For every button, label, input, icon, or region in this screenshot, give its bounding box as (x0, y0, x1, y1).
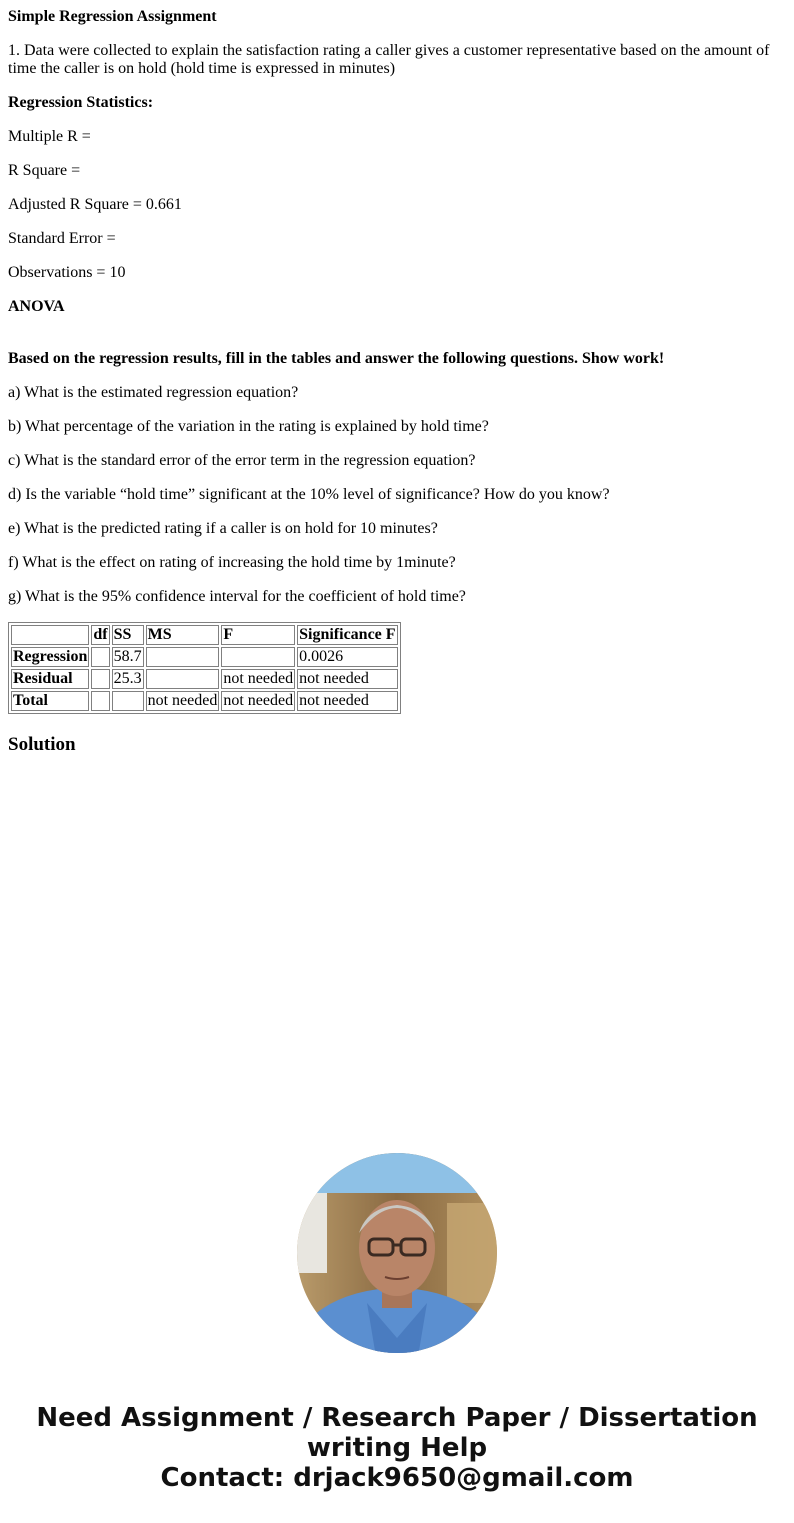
promo-line-2: writing Help (306, 1433, 488, 1463)
question-c: c) What is the standard error of the error term in the regression equation? (8, 452, 476, 469)
anova-table (8, 622, 401, 714)
table-header-cell: F (221, 625, 295, 645)
table-cell: not needed (147, 692, 218, 709)
multiple-r-line: Multiple R = (8, 128, 91, 145)
table-cell: 25.3 (113, 670, 142, 687)
document-body (8, 8, 786, 756)
table-row (11, 691, 398, 711)
question-g: g) What is the 95% confidence interval for the coefficient of hold time? (8, 588, 466, 605)
table-cell: not needed (297, 669, 397, 689)
table-cell (112, 691, 144, 711)
tutor-portrait-image (297, 1153, 497, 1353)
question-e: e) What is the predicted rating if a caller is on hold for 10 minutes? (8, 520, 438, 537)
table-header-cell (11, 625, 89, 645)
promo-contact: Contact: drjack9650@gmail.com (160, 1463, 634, 1493)
question-f: f) What is the effect on rating of increasing the hold time by 1minute? (8, 554, 456, 571)
problem-intro: 1. Data were collected to explain the satisfaction rating a caller gives a customer representative based on the amount of time the caller is on hold (hold time is expressed in minutes) (8, 42, 770, 77)
row-label-cell: Regression (13, 648, 88, 665)
r-square-line: R Square = (8, 162, 81, 179)
promo-banner (0, 1403, 794, 1493)
row-label-cell: Total (11, 691, 89, 711)
table-cell: 58.7 (113, 648, 142, 665)
table-cell (146, 647, 220, 667)
page-title: Simple Regression Assignment (8, 8, 217, 25)
table-cell: not needed (297, 691, 397, 711)
table-row (11, 647, 398, 667)
adjusted-r-square-line: Adjusted R Square = 0.661 (8, 196, 182, 213)
anova-heading: ANOVA (8, 298, 65, 315)
table-cell: not needed (223, 670, 294, 687)
table-header-cell: MS (146, 625, 220, 645)
table-header-cell: Significance F (299, 626, 396, 643)
table-cell (91, 691, 109, 711)
question-b: b) What percentage of the variation in the rating is explained by hold time? (8, 418, 489, 435)
table-header-cell: df (93, 626, 108, 643)
table-cell: not needed (223, 692, 294, 709)
row-label-cell: Residual (11, 669, 89, 689)
table-cell (91, 669, 109, 689)
question-d: d) Is the variable “hold time” significant at the 10% level of significance? How do you know? (8, 486, 610, 503)
observations-line: Observations = 10 (8, 264, 126, 281)
promo-line-1: Need Assignment / Research Paper / Dissertation (36, 1403, 758, 1433)
table-cell (221, 647, 295, 667)
instructions: Based on the regression results, fill in the tables and answer the following questions. Show work! (8, 350, 665, 367)
table-row (11, 669, 398, 689)
solution-heading: Solution (8, 734, 76, 755)
tutor-avatar (297, 1153, 497, 1353)
table-cell (91, 647, 109, 667)
question-a: a) What is the estimated regression equation? (8, 384, 299, 401)
table-cell (146, 669, 220, 689)
table-cell: 0.0026 (297, 647, 397, 667)
table-header-cell: SS (112, 625, 144, 645)
standard-error-line: Standard Error = (8, 230, 116, 247)
regression-statistics-heading: Regression Statistics: (8, 94, 154, 111)
table-header-row (11, 625, 398, 645)
